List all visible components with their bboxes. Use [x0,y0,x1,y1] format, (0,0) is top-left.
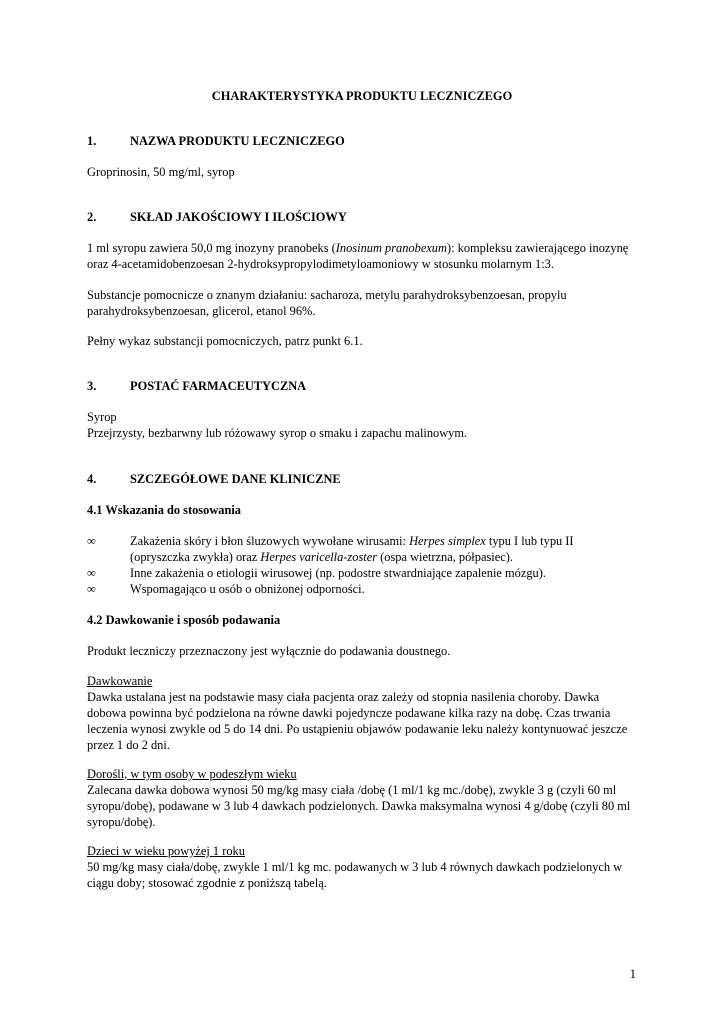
section-3-heading [87,378,306,394]
section-4-heading [87,471,341,487]
indication-item-1 [87,533,636,565]
indication-item-2 [87,565,636,581]
children-heading: Dzieci w wieku powyżej 1 roku [87,844,245,858]
administration-route: Produkt leczniczy przeznaczony jest wyłącznie do podawania doustnego. [87,644,451,658]
form-line-1: Syrop [87,410,117,424]
text-run: (ospa wietrzna, półpasiec). [377,550,513,564]
children-text: 50 mg/kg masy ciała/dobę, zwykle 1 ml/1 kg mc. podawanych w 3 lub 4 równych dawkach podzielonych w ciągu doby; stosować zgodnie z poniższą tabelą. [87,860,623,890]
section-title: NAZWA PRODUKTU LECZNICZEGO [130,134,345,148]
virus-name: Herpes simplex [409,534,486,548]
text-run: typu I lub typu II (opryszczka zwykła) oraz [130,534,574,564]
page-number: 1 [629,967,636,981]
product-name: Groprinosin, 50 mg/ml, syrop [87,165,235,179]
dosage-text: Dawka ustalana jest na podstawie masy ciała pacjenta oraz zależy od stopnia nasilenia choroby. Dawka dobowa powinna być podzielona na równe dawki pojedyncze podawane kilka razy na dobę. Czas trwania leczenia wynosi zwykle od 5 do 14 dni. Po ustąpieniu objawów podawanie leku należy kontynuować jeszcze przez 1 do 2 dni. [87,690,628,752]
document-title: CHARAKTERYSTYKA PRODUKTU LECZNICZEGO [211,89,513,103]
excipients-reference: Pełny wykaz substancji pomocniczych, patrz punkt 6.1. [87,334,363,348]
section-title: SKŁAD JAKOŚCIOWY I ILOŚCIOWY [130,210,347,224]
section-title: SZCZEGÓŁOWE DANE KLINICZNE [130,472,341,486]
latin-name: Inosinum pranobexum [335,241,447,255]
virus-name: Herpes varicella-zoster [260,550,378,564]
section-number: 4. [87,472,97,486]
section-number: 1. [87,134,97,148]
text-run: Zakażenia skóry i błon śluzowych wywołane wirusami: [130,534,410,548]
form-line-2: Przejrzysty, bezbarwny lub różowawy syrop o smaku i zapachu malinowym. [87,426,468,440]
indication-text: Inne zakażenia o etiologii wirusowej (np. podostre stwardniające zapalenie mózgu). [130,566,546,580]
section-number: 2. [87,210,97,224]
excipients-paragraph: Substancje pomocnicze o znanym działaniu: sacharoza, metylu parahydroksybenzoesan, propylu parahydroksybenzoesan, glicerol, etanol 96%. [87,288,567,318]
adults-heading: Dorośli, w tym osoby w podeszłym wieku [87,767,297,781]
indication-text: Wspomagająco u osób o obniżonej odporności. [130,582,365,596]
section-1-heading [87,133,345,149]
indication-item-3 [87,581,636,597]
subsection-4-1-heading: 4.1 Wskazania do stosowania [87,503,241,517]
section-2-heading [87,209,347,225]
adults-text: Zalecana dawka dobowa wynosi 50 mg/kg masy ciała /dobę (1 ml/1 kg mc./dobę), zwykle 3 g (czyli 60 ml syropu/dobę), podawane w 3 lub 4 dawkach podzielonych. Dawka maksymalna wynosi 4 g/dobę (czyli 80 ml syropu/dobę). [87,783,631,829]
infinity-bullet-icon: ∞ [87,582,96,596]
infinity-bullet-icon: ∞ [87,534,96,548]
infinity-bullet-icon: ∞ [87,566,96,580]
section-title: POSTAĆ FARMACEUTYCZNA [130,379,307,393]
dosage-heading: Dawkowanie [87,674,153,688]
text-run: 1 ml syropu zawiera 50,0 mg inozyny pranobeks ( [87,241,336,255]
composition-paragraph [87,240,636,272]
text-run: ): kompleksu zawierającego inozynę oraz 4-acetamidobenzoesan 2-hydroksypropylodimetyloamoniowy w stosunku molarnym 1:3. [87,241,629,271]
subsection-4-2-heading: 4.2 Dawkowanie i sposób podawania [87,613,281,627]
section-number: 3. [87,379,97,393]
